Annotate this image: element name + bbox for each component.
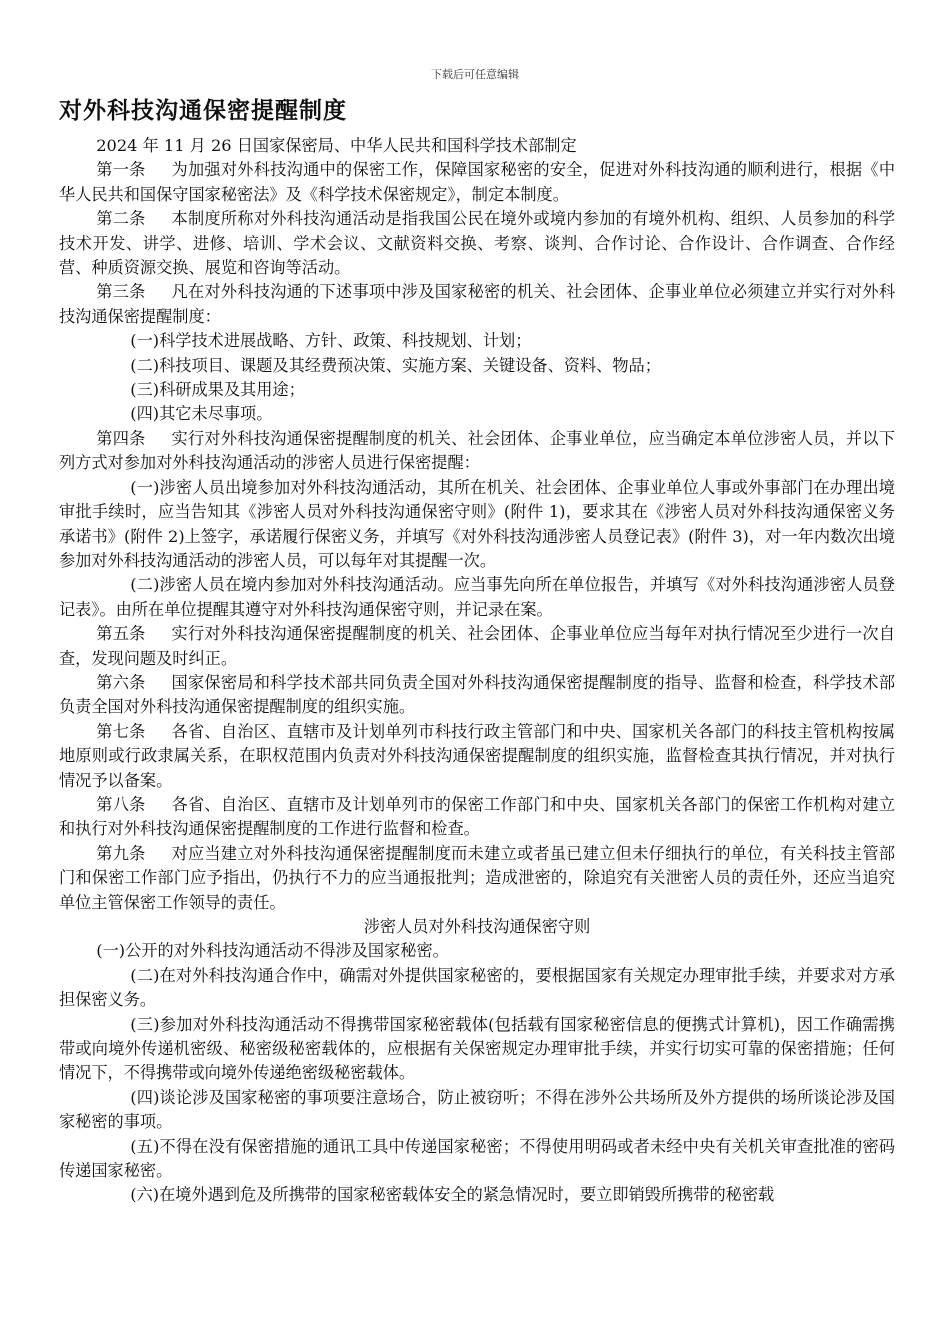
- article-label: 第七条: [96, 721, 146, 741]
- article-3-item: (二)科技项目、课题及其经费预决策、实施方案、关键设备、资料、物品；: [130, 355, 661, 375]
- document-body: [59, 134, 895, 1208]
- article-text: 为加强对外科技沟通中的保密工作，保障国家秘密的安全，促进对外科技沟通的顺利进行，根据《中华人民共和国保守国家秘密法》及《科学技术保密规定》，制定本制度。: [59, 160, 896, 204]
- article-4-item: (二)涉密人员在境内参加对外科技沟通活动。应当事先向所在单位报告，并填写《对外科技沟通涉密人员登记表》。由所在单位提醒其遵守对外科技沟通保密守则，并记录在案。: [59, 575, 895, 619]
- article-label: 第六条: [96, 672, 146, 692]
- article-text: 实行对外科技沟通保密提醒制度的机关、社会团体、企事业单位，应当确定本单位涉密人员，并以下列方式对参加对外科技沟通活动的涉密人员进行保密提醒：: [59, 428, 896, 473]
- article-text: 国家保密局和科学技术部共同负责全国对外科技沟通保密提醒制度的指导、监督和检查，科学技术部负责全国对外科技沟通保密提醒制度的组织实施。: [59, 672, 896, 717]
- rules-title: 涉密人员对外科技沟通保密守则: [363, 917, 591, 936]
- article-text: 凡在对外科技沟通的下述事项中涉及国家秘密的机关、社会团体、企事业单位必须建立并实行对外科技沟通保密提醒制度：: [59, 282, 896, 326]
- article-text: 实行对外科技沟通保密提醒制度的机关、社会团体、企事业单位应当每年对执行情况至少进行一次自查，发现问题及时纠正。: [59, 624, 896, 668]
- article-label: 第三条: [96, 282, 146, 302]
- article-2: [59, 207, 895, 280]
- rule-item: (二)在对外科技沟通合作中，确需对外提供国家秘密的，要根据国家有关规定办理审批手续，并要求对方承担保密义务。: [59, 965, 895, 1010]
- article-label: 第四条: [96, 428, 146, 448]
- article-label: 第八条: [96, 794, 146, 814]
- article-text: 各省、自治区、直辖市及计划单列市科技行政主管部门和中央、国家机关各部门的科技主管机构按属地原则或行政隶属关系，在职权范围内负责对外科技沟通保密提醒制度的组织实施，监督检查其执行情况，并对执行情况予以备案。: [59, 721, 896, 790]
- article-text: 各省、自治区、直辖市及计划单列市的保密工作部门和中央、国家机关各部门的保密工作机构对建立和执行对外科技沟通保密提醒制度的工作进行监督和检查。: [59, 794, 896, 839]
- article-label: 第九条: [96, 843, 146, 863]
- article-1: [59, 158, 895, 207]
- article-3-item: (四)其它未尽事项。: [130, 404, 273, 424]
- rule-item: (五)不得在没有保密措施的通讯工具中传递国家秘密；不得使用明码或者未经中央有关机关审查批准的密码传递国家秘密。: [59, 1136, 895, 1181]
- article-label: 第五条: [96, 624, 146, 644]
- article-9: [59, 842, 895, 915]
- date-line: 2024 年 11 月 26 日国家保密局、中华人民共和国科学技术部制定: [96, 136, 577, 155]
- article-text: 对应当建立对外科技沟通保密提醒制度而未建立或者虽已建立但未仔细执行的单位，有关科技主管部门和保密工作部门应予指出，仍执行不力的应当通报批判；造成泄密的，除追究有关泄密人员的责任外，还应当追究单位主管保密工作领导的责任。: [59, 843, 896, 912]
- article-3-item: (一)科学技术进展战略、方针、政策、科技规划、计划；: [130, 331, 532, 351]
- article-3-item: (三)科研成果及其用途；: [130, 380, 305, 400]
- rule-item: (四)谈论涉及国家秘密的事项要注意场合，防止被窃听；不得在涉外公共场所及外方提供的场所谈论涉及国家秘密的事项。: [59, 1087, 895, 1132]
- article-8: [59, 793, 895, 842]
- document-title: 对外科技沟通保密提醒制度: [59, 98, 347, 124]
- article-5: [59, 622, 895, 671]
- article-text: 本制度所称对外科技沟通活动是指我国公民在境外或境内参加的有境外机构、组织、人员参加的科学技术开发、讲学、进修、培训、学术会议、文献资料交换、考察、谈判、合作讨论、合作设计、合作调查、合作经营、种质资源交换、展览和咨询等活动。: [59, 209, 896, 278]
- article-4-item: (一)涉密人员出境参加对外科技沟通活动，其所在机关、社会团体、企事业单位人事或外事部门在办理出境审批手续时，应当告知其《涉密人员对外科技沟通保密守则》(附件 1)，要求其在《涉密人员对外科技沟通保密义务承诺书》(附件 2)上签字，承诺履行保密义务，并填写《对外科技沟通涉密人员登记表》(附件 3)，对一年内数次出境参加对外科技沟通活动的涉密人员，可以每年对其提醒一次。: [59, 477, 895, 570]
- article-label: 第一条: [96, 160, 146, 180]
- rule-item: (一)公开的对外科技沟通活动不得涉及国家秘密。: [96, 941, 449, 961]
- article-label: 第二条: [96, 209, 146, 229]
- article-3: [59, 280, 895, 329]
- article-7: [59, 720, 895, 793]
- rule-item: (三)参加对外科技沟通活动不得携带国家秘密载体(包括载有国家秘密信息的便携式计算机)，因工作确需携带或向境外传递机密级、秘密级秘密载体的，应根据有关保密规定办理审批手续，并实行切实可靠的保密措施；任何情况下，不得携带或向境外传递绝密级秘密载体。: [59, 1014, 895, 1083]
- article-4: [59, 427, 895, 476]
- rule-item: (六)在境外遇到危及所携带的国家秘密载体安全的紧急情况时，要立即销毁所携带的秘密载: [130, 1185, 775, 1205]
- article-6: [59, 671, 895, 720]
- header-note: 下载后可任意编辑: [431, 68, 519, 81]
